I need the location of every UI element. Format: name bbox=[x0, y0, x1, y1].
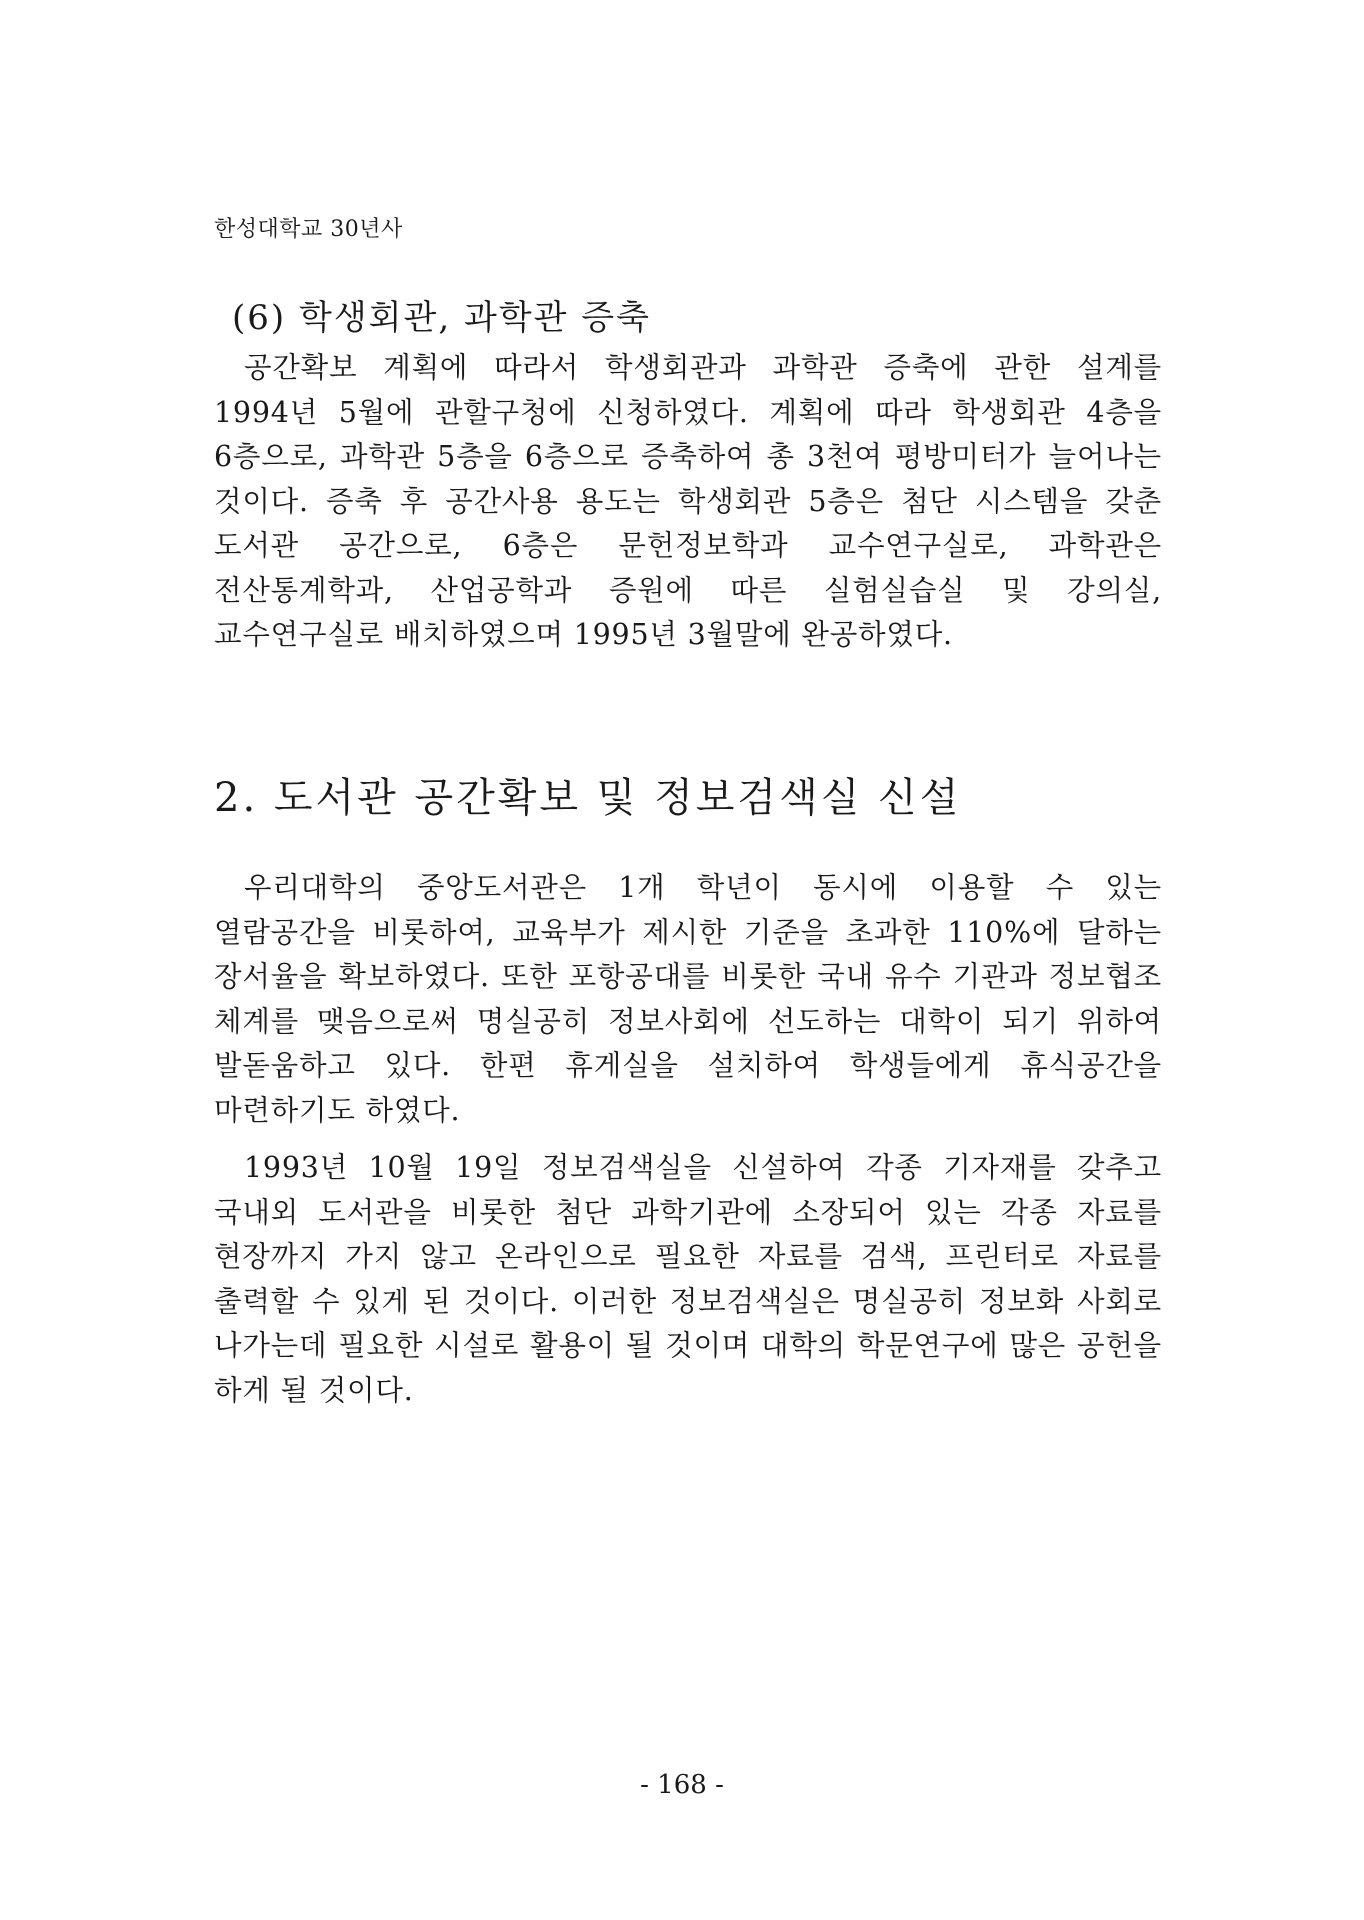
subsection-title: (6) 학생회관, 과학관 증축 bbox=[232, 298, 651, 338]
body-paragraph bbox=[214, 866, 1162, 1133]
body-paragraph bbox=[214, 346, 1162, 658]
section-title: 2. 도서관 공간확보 및 정보검색실 신설 bbox=[214, 775, 962, 821]
page-number: - 168 - bbox=[640, 1770, 724, 1800]
body-paragraph bbox=[214, 1146, 1162, 1413]
running-header: 한성대학교 30년사 bbox=[214, 217, 403, 242]
paragraph-text: 공간확보 계획에 따라서 학생회관과 과학관 증축에 관한 설계를 1994년 5월에 관할구청에 신청하였다. 계획에 따라 학생회관 4층을 6층으로, 과학관 5층을 6층으로 증축하여 총 3천여 평방미터가 늘어나는 것이다. 증축 후 공간사용 용도는 학생회관 5층은 첨단 시스템을 갖춘 도서관 공간으로, 6층은 문헌정보학과 교수연구실로, 과학관은 전산통계학과, 산업공학과 증원에 따른 실험실습실 및 강의실, 교수연구실로 배치하였으며 1995년 3월말에 완공하였다. bbox=[214, 351, 1162, 651]
paragraph-text: 1993년 10월 19일 정보검색실을 신설하여 각종 기자재를 갖추고 국내외 도서관을 비롯한 첨단 과학기관에 소장되어 있는 각종 자료를 현장까지 가지 않고 온라인으로 필요한 자료를 검색, 프린터로 자료를 출력할 수 있게 된 것이다. 이러한 정보검색실은 명실공히 정보화 사회로 나가는데 필요한 시설로 활용이 될 것이며 대학의 학문연구에 많은 공헌을 하게 될 것이다. bbox=[214, 1151, 1162, 1407]
paragraph-text: 우리대학의 중앙도서관은 1개 학년이 동시에 이용할 수 있는 열람공간을 비롯하여, 교육부가 제시한 기준을 초과한 110%에 달하는 장서율을 확보하였다. 또한 포항공대를 비롯한 국내 유수 기관과 정보협조 체계를 맺음으로써 명실공히 정보사회에 선도하는 대학이 되기 위하여 발돋움하고 있다. 한편 휴게실을 설치하여 학생들에게 휴식공간을 마련하기도 하였다. bbox=[214, 871, 1162, 1127]
